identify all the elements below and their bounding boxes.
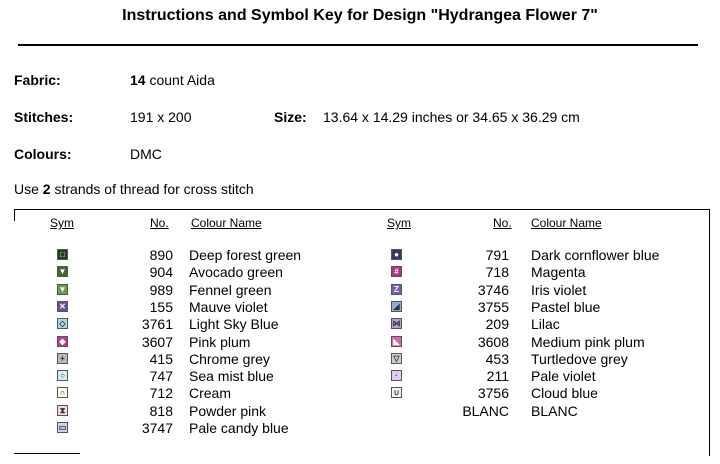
symbol-swatch-cloud-blue: ∪	[391, 387, 402, 398]
symbol-swatch-mauve-violet: ✕	[57, 301, 68, 312]
symbol-swatch-chrome-grey: +	[57, 353, 68, 364]
instruction-prefix: Use	[14, 181, 39, 197]
colours-label: Colours:	[14, 146, 72, 162]
symbol-swatch-pastel-blue: ◢	[391, 301, 402, 312]
header-no-left: No.	[150, 216, 169, 230]
header-no-right: No.	[493, 216, 512, 230]
dmc-number-pink-plum: 3607	[141, 333, 173, 350]
size-value: 13.64 x 14.29 inches or 34.65 x 36.29 cm	[323, 109, 580, 125]
colour-name-cream: Cream	[189, 385, 232, 402]
colour-name-light-sky-blue: Light Sky Blue	[189, 316, 279, 333]
symbol-swatch-iris-violet: Z	[391, 284, 402, 295]
symbol-swatch-medium-pink-plum: ◣	[391, 336, 402, 347]
header-sym-right: Sym	[387, 216, 411, 230]
dmc-number-cream: 712	[149, 385, 173, 402]
header-colour-name-right: Colour Name	[531, 216, 602, 230]
colour-name-powder-pink: Powder pink	[189, 402, 267, 419]
colour-name-mauve-violet: Mauve violet	[189, 298, 268, 315]
symbol-swatch-powder-pink: ⧗	[57, 405, 68, 416]
colour-name-turtledove-grey: Turtledove grey	[531, 350, 628, 367]
fabric-label: Fabric:	[14, 72, 61, 88]
header-sym-left: Sym	[50, 216, 74, 230]
symbol-swatch-dark-cornflower-blue: ●	[391, 249, 402, 260]
colour-name-blanc: BLANC	[531, 402, 578, 419]
title-underline	[18, 44, 698, 46]
symbol-key-bottom-edge	[14, 453, 80, 454]
colour-name-avocado-green: Avocado green	[189, 264, 283, 281]
fabric-type: count Aida	[149, 72, 215, 88]
colours-value: DMC	[130, 146, 162, 162]
header-colour-name-left: Colour Name	[191, 216, 262, 230]
colour-name-pink-plum: Pink plum	[189, 333, 251, 350]
symbol-swatch-pink-plum: ◆	[57, 336, 68, 347]
colour-name-deep-forest-green: Deep forest green	[189, 247, 302, 263]
dmc-number-chrome-grey: 415	[149, 350, 173, 367]
colour-name-cloud-blue: Cloud blue	[531, 385, 598, 402]
symbol-swatch-pale-violet: ·	[391, 370, 402, 381]
fabric-count: 14	[130, 72, 146, 88]
dmc-number-powder-pink: 818	[149, 402, 173, 419]
instruction-strands: 2	[42, 181, 51, 197]
symbol-swatch-turtledove-grey: ▽	[391, 353, 402, 364]
symbol-swatch-deep-forest-green: □	[57, 249, 68, 260]
dmc-number-mauve-violet: 155	[149, 298, 173, 315]
dmc-number-iris-violet: 3746	[477, 281, 509, 298]
dmc-number-dark-cornflower-blue: 791	[485, 247, 509, 263]
symbol-swatch-magenta: #	[391, 266, 402, 277]
fabric-value	[130, 72, 215, 88]
colour-name-lilac: Lilac	[531, 316, 560, 333]
dmc-number-sea-mist-blue: 747	[149, 368, 173, 385]
colour-name-fennel-green: Fennel green	[189, 281, 272, 298]
colour-name-pastel-blue: Pastel blue	[531, 298, 601, 315]
dmc-number-fennel-green: 989	[149, 281, 173, 298]
symbol-swatch-fennel-green: ▼	[58, 284, 67, 294]
dmc-number-cloud-blue: 3756	[477, 385, 509, 402]
size-label: Size:	[274, 109, 307, 125]
colour-name-medium-pink-plum: Medium pink plum	[531, 333, 645, 350]
dmc-number-pale-violet: 211	[486, 368, 509, 385]
colour-name-pale-candy-blue: Pale candy blue	[189, 420, 289, 436]
thread-instruction	[14, 181, 254, 197]
dmc-number-medium-pink-plum: 3608	[477, 333, 509, 350]
symbol-swatch-sea-mist-blue: ○	[57, 370, 68, 381]
colour-name-iris-violet: Iris violet	[531, 281, 587, 298]
dmc-number-blanc: BLANC	[462, 402, 509, 419]
stitches-label: Stitches:	[14, 109, 74, 125]
dmc-number-turtledove-grey: 453	[485, 350, 509, 367]
stitches-value: 191 x 200	[130, 109, 192, 125]
symbol-swatch-cream: ∩	[57, 387, 68, 398]
symbol-swatch-lilac: ⋈	[392, 319, 401, 329]
symbol-swatch-avocado-green: ▼	[58, 267, 67, 277]
dmc-number-light-sky-blue: 3761	[141, 316, 173, 333]
symbol-swatch-pale-candy-blue: ▭	[58, 423, 67, 432]
colour-name-pale-violet: Pale violet	[531, 368, 596, 385]
dmc-number-avocado-green: 904	[149, 264, 173, 281]
dmc-number-pastel-blue: 3755	[477, 298, 509, 315]
colour-name-chrome-grey: Chrome grey	[189, 350, 270, 367]
colour-name-sea-mist-blue: Sea mist blue	[189, 368, 274, 385]
colour-name-dark-cornflower-blue: Dark cornflower blue	[531, 247, 660, 263]
dmc-number-deep-forest-green: 890	[149, 247, 173, 263]
dmc-number-pale-candy-blue: 3747	[141, 420, 173, 436]
colour-name-magenta: Magenta	[531, 264, 586, 281]
symbol-key-left-edge	[14, 209, 15, 221]
symbol-swatch-light-sky-blue: ◇	[57, 318, 68, 329]
dmc-number-magenta: 718	[485, 264, 509, 281]
dmc-number-lilac: 209	[485, 316, 509, 333]
instruction-suffix: strands of thread for cross stitch	[54, 181, 254, 197]
document-title: Instructions and Symbol Key for Design "Hydrangea Flower 7"	[122, 7, 598, 24]
